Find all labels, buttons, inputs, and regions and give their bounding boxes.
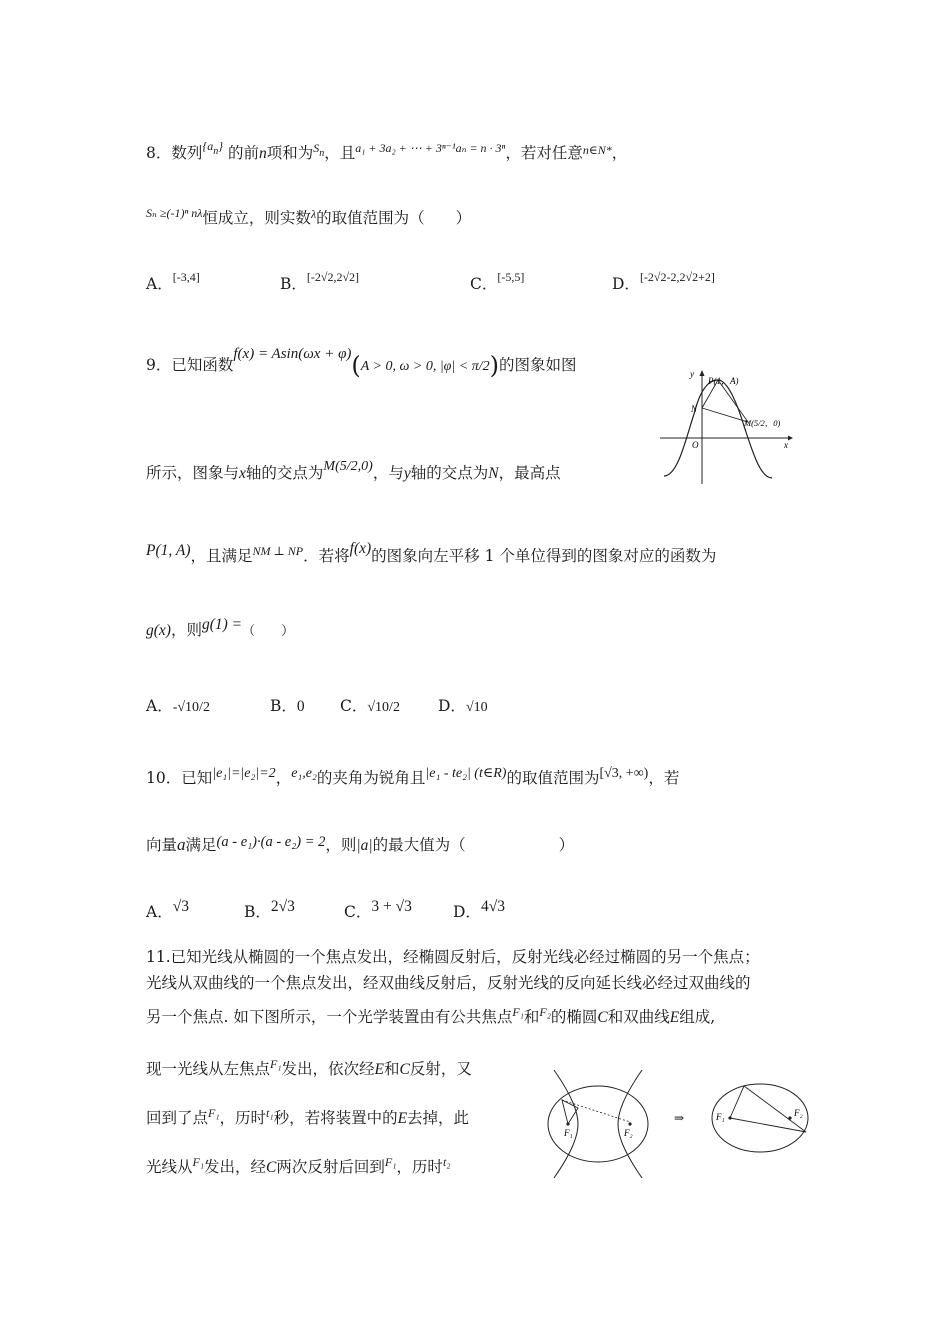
q11-line2: 光线从双曲线的一个焦点发出，经双曲线反射后，反射光线的反向延长线必经过双曲线的	[146, 974, 751, 992]
q11-line1: 11.已知光线从椭圆的一个焦点发出，经椭圆反射后，反射光线必经过椭圆的另一个焦点；	[146, 948, 760, 966]
n-label: N	[691, 404, 698, 414]
q9-sine-graph	[656, 366, 796, 488]
q10-option-a[interactable]: A．√3	[146, 898, 189, 921]
q11-line4: 现一光线从左焦点$^{F_1}$发出，依次经E和C反射，又	[146, 1057, 472, 1078]
focus-f2-label-left: F₂	[624, 1128, 633, 1138]
ellipse-c	[548, 1086, 648, 1162]
q10-option-c[interactable]: C．3 + √3	[344, 898, 412, 921]
focus-f1-label-left: F₁	[564, 1128, 573, 1138]
seq-notation: {an}	[202, 139, 223, 157]
inequality: Sₙ ≥(-1)ⁿ nλ	[146, 206, 203, 220]
q9-line3: P(1, A)，且满足$^{NM \perp NP}$．若将f(x)的图象向左平移 1 个单位得到的图象对应的函数为	[146, 540, 717, 565]
point-p: P(1, A)	[146, 542, 191, 559]
q9-line4: g(x)，则g(1) =（ ）	[146, 616, 295, 639]
origin-label: O	[692, 440, 699, 450]
q11-optics-figure	[544, 1066, 820, 1178]
sum-expression: a₁ + 3a₂ + ⋯ + 3ⁿ⁻¹aₙ = n · 3ⁿ	[355, 141, 506, 155]
q8-option-c[interactable]: C．[-5,5]	[470, 270, 525, 293]
m-label: M(5/2，0)	[744, 418, 781, 428]
y-axis-label: y	[690, 369, 694, 379]
sine-curve	[664, 380, 772, 478]
q8-option-d[interactable]: D．[-2√2-2,2√2+2]	[612, 270, 715, 293]
q9-option-d[interactable]: D．√10	[438, 697, 488, 715]
q10-line1: 10．已知|e₁|=|e₂|=2，e₁,e₂的夹角为锐角且|e₁ - te₂| (t∈R)的取值范围为[√3, +∞)，若	[146, 766, 680, 787]
hyperbola-left-branch	[554, 1070, 578, 1178]
q9-line2: 所示，图象与x轴的交点为M(5/2,0)，与y轴的交点为N，最高点	[146, 459, 561, 482]
q11-line3: 另一个焦点. 如下图所示，一个光学装置由有公共焦点$^{F_1}$和$^{F_2}$的椭圆C和双曲线E组成,	[146, 1005, 716, 1026]
q8-option-a[interactable]: A．[-3,4]	[146, 270, 200, 293]
ellipse-only	[712, 1084, 808, 1152]
q8-option-b[interactable]: B．[-2√2,2√2]	[280, 270, 360, 293]
implies-arrow: ⇒	[674, 1111, 685, 1125]
x-axis-label: x	[784, 440, 788, 450]
q10-option-b[interactable]: B．2√3	[244, 898, 295, 921]
q9-option-a[interactable]: A．-√10/2	[146, 697, 210, 715]
point-m: M(5/2,0)	[323, 459, 373, 474]
q10-option-d[interactable]: D．4√3	[453, 898, 505, 921]
q8-line2: $^{S_n \ge(-1)^n n\lambda}$恒成立，则实数$^\lambda$的取值范围为（ ）	[146, 206, 472, 227]
q8-line1: 8．数列$^{\{a_n\}}$ 的前n项和为$^{S_n}$，且$^{a_1 + 3a_2 + \cdots + 3^{n-1}a_n = n \cdot 3^n}$，若对任意$^{n\in N*}$，	[146, 139, 628, 162]
q9-option-b[interactable]: B．0	[270, 697, 305, 715]
q9-line1: 9．已知函数f(x) = Asin(ωx + φ)(A > 0, ω > 0, |φ| < π/2)的图象如图	[146, 346, 577, 380]
function-expression: f(x) = Asin(ωx + φ)	[233, 346, 352, 362]
q9-option-c[interactable]: C．√10/2	[340, 697, 400, 715]
focus-f2-label-right: F₂	[794, 1108, 803, 1118]
q11-line5: 回到了点$^{F_1}$，历时$^{t_1}$秒，若将装置中的E去掉，此	[146, 1106, 470, 1127]
p-label: P(1，A)	[708, 376, 739, 386]
focus-f1-label-right: F₁	[716, 1112, 725, 1122]
q11-line6: 光线从$^{F_1}$发出，经C两次反射后回到$^{F_1}$，历时$^{t_2}$	[146, 1155, 451, 1176]
q10-line2: 向量a满足(a - e₁)·(a - e₂) = 2，则|a|的最大值为（ ）	[146, 834, 575, 854]
